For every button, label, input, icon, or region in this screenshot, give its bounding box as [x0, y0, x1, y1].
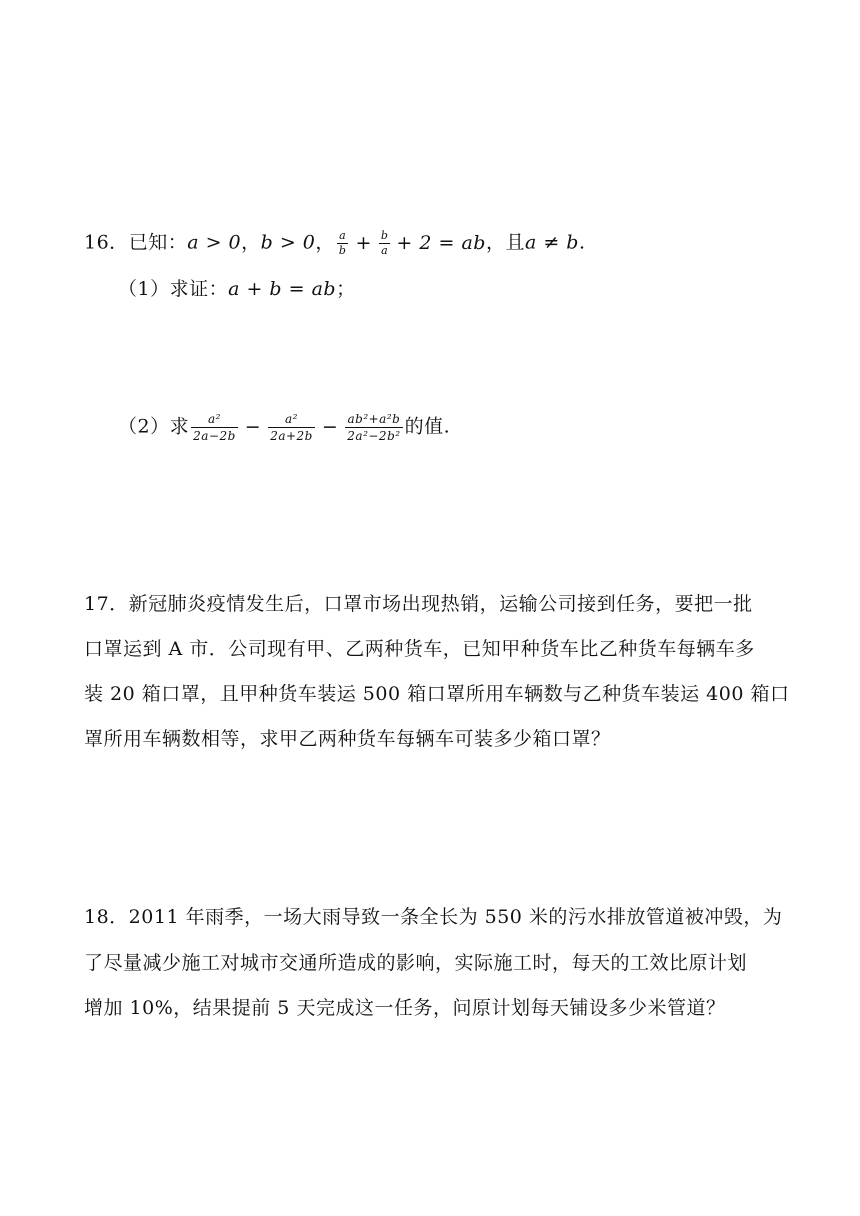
q16-cond2: b > 0 — [260, 231, 316, 254]
q17-line-3: 装 20 箱口罩，且甲种货车装运 500 箱口罩所用车辆数与乙种货车装运 400 箱口 — [84, 683, 790, 705]
q16-statement — [84, 230, 586, 257]
q16-part1 — [118, 277, 356, 301]
q16-number: 16． — [84, 231, 129, 254]
q16-sep1: ， — [241, 231, 261, 254]
q17-line-4: 罩所用车辆数相等，求甲乙两种货车每辆车可装多少箱口罩？ — [84, 728, 611, 750]
q16-part2-frac3: $\frac{\text{ab²+a²b}}{\text{2a²−2b²}}$ — [347, 412, 401, 443]
q16-frac-b-over-a: $\frac{b}{a}$ — [380, 229, 389, 257]
q16-end: . — [578, 231, 586, 254]
q16-part2-label: （2）求 — [118, 415, 190, 438]
q16-cond3: a ≠ b — [524, 231, 579, 254]
q16-part2-end: 的值. — [404, 415, 451, 438]
q16-part1-label: （1）求证： — [118, 278, 229, 300]
q16-plus: + — [355, 231, 372, 254]
q16-part1-end: ； — [336, 278, 356, 300]
q16-part1-expr: a + b = ab — [228, 278, 337, 300]
q16-part2-frac1: $\frac{\text{a²}}{2a-2b}$ — [193, 412, 236, 443]
q16-sep2: ， — [315, 231, 335, 254]
q16-eq-rest: + 2 = ab — [396, 231, 486, 254]
q16-part2 — [118, 412, 450, 443]
q17-line-2: 口罩运到 A 市．公司现有甲、乙两种货车，已知甲种货车比乙种货车每辆车多 — [84, 638, 755, 660]
q16-frac-a-over-b: $\frac{a}{b}$ — [338, 229, 347, 257]
q16-part2-frac2: $\frac{\text{a²}}{2a+2b}$ — [270, 412, 313, 443]
q18-line-2: 了尽量减少施工对城市交通所造成的影响，实际施工时，每天的工效比原计划 — [84, 952, 748, 974]
q16-part2-minus1: − — [244, 415, 262, 438]
q17-line-1: 17．新冠肺炎疫情发生后，口罩市场出现热销，运输公司接到任务，要把一批 — [84, 593, 753, 615]
q16-given-label: 已知： — [128, 231, 188, 254]
q18-line-3: 增加 10%，结果提前 5 天完成这一任务，问原计划每天铺设多少米管道？ — [84, 997, 726, 1019]
q16-part2-minus2: − — [321, 415, 339, 438]
q16-cond1: a > 0 — [187, 231, 242, 254]
q18-line-1: 18．2011 年雨季，一场大雨导致一条全长为 550 米的污水排放管道被冲毁，为 — [84, 906, 783, 928]
q16-sep3: ，且 — [485, 231, 525, 254]
